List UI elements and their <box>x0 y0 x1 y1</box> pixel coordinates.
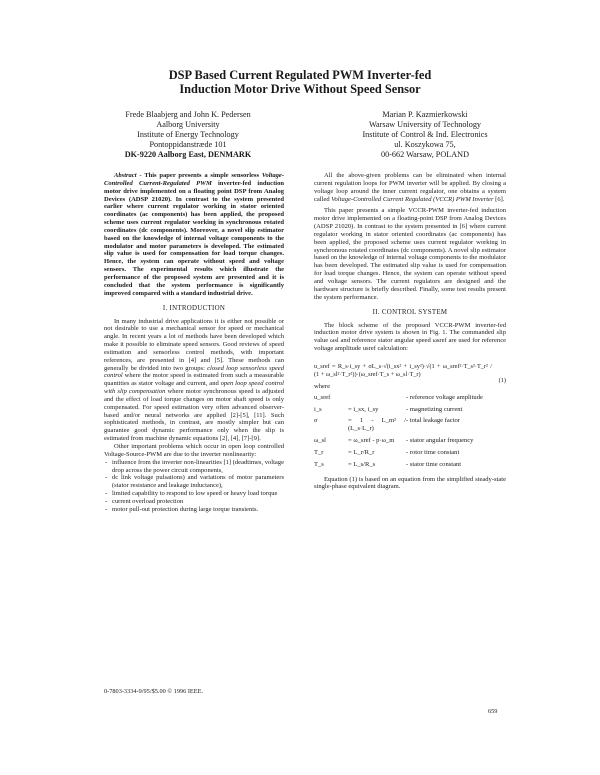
author-affiliation: Aalborg University <box>156 120 220 129</box>
author-names: Marian P. Kazmierkowski <box>382 110 468 119</box>
abstract: Abstract - This paper presents a simple sensorless Voltage-Controlled Current-Regulated PWM inverter-fed induction motor drive implemented on a floating point DSP from Analog Devices (ADSP 21020). In contrast to the system presented earlier where current regulator working in stator oriented coordinates (ac components) has been applied, the proposed scheme uses current regulator working in synchronous rotated coordinates (dc components). Moreover, a novel slip estimator based on the knowledge of internal voltage components to the modulator and motor parameters is developed. The estimated slip value is used for compensation for load torque changes. Hence, the system can operate without speed and voltage sensors. The experimental results which illustrate the performance of the proposed system are presented and it is concluded that the system performance is significantly improved compared with a standard industrial drive. <box>104 172 284 297</box>
list-item: - limited capability to respond to low speed or heavy load torque <box>112 490 284 498</box>
equation-text: u_sref = R_s·i_sy + σL_s·√(i_sx² + i_sy²)·√(1 + ω_sref²·T_s²·T_r² / (1 + ω_sl²·T_r²))·(ω_sref·T_s + ω_sl·T_r) <box>314 362 492 378</box>
abstract-label: Abstract <box>114 172 137 179</box>
symbol-equation: = ω_sref - p·ω_m <box>348 437 395 445</box>
symbol-description: - rotor time constant <box>406 448 460 456</box>
left-column <box>104 172 284 514</box>
list-item: - dc link voltage pulsations) and variations of motor parameters (stator resistance and leakage inductance), <box>112 474 284 490</box>
paper-title-line-2: Induction Motor Drive Without Speed Sensor <box>179 82 421 96</box>
problem-list <box>104 459 284 514</box>
author-city: 00-662 Warsaw, POLAND <box>380 150 470 159</box>
symbol: i_s <box>314 405 322 413</box>
table-row <box>314 416 506 436</box>
right-paragraph-1: All the above-given problems can be eliminated when internal current regulation loops for PWM inverter will be applied. By closing a voltage loop around the inner current regulator, one obtains a system called Voltage-Controlled Current Regulated (VCCR) PWM Inverter [6]. <box>314 172 506 203</box>
right-paragraph-3: The block scheme of the proposed VCCR-PWM inverter-fed induction motor drive system is shown in Fig. 1. The commanded slip value ωsl and reference stator angular speed ωsref are used for reference voltage amplitude usref calculation: <box>314 321 506 353</box>
symbol-description: - stator angular frequency <box>406 437 474 445</box>
symbol-equation: = L_s/R_s <box>348 460 376 468</box>
list-item: - motor pull-out protection during large torque transients. <box>112 506 284 514</box>
symbol-equation: = 1 - L_m² / (L_s·L_r) <box>348 417 406 433</box>
right-column <box>314 172 506 491</box>
symbol: σ <box>314 417 318 425</box>
symbol: u_sref <box>314 393 331 401</box>
table-row <box>314 436 506 448</box>
symbol-equation: = i_sx, i_sy <box>348 405 379 413</box>
symbol-equation <box>348 393 406 405</box>
symbol-description: - total leakage factor <box>406 417 460 425</box>
symbol-description: - reference voltage amplitude <box>406 393 483 401</box>
copyright-footer: 0-7803-3334-9/95/$5.00 © 1996 IEEE. <box>104 688 204 695</box>
symbol: T_s <box>314 460 324 468</box>
equation-number: (1) <box>498 376 506 384</box>
table-row <box>314 460 506 472</box>
table-row <box>314 393 506 405</box>
author-street: Pontoppidanstræde 101 <box>149 140 227 149</box>
page-number: 659 <box>488 708 498 715</box>
author-city: DK-9220 Aalborg East, DENMARK <box>124 150 252 159</box>
symbol-description: - magnetizing current <box>406 405 463 413</box>
intro-paragraph-1: In many industrial drive applications it is either not possible or not desirable to use a mechanical sensor for speed or mechanical angle. In recent years a lot of methods have been developed which make it possible to eliminate speed sensors. Good reviews of speed estimation and sensorless control methods, with important references, are presented in [4] and [5]. These methods can generally be divided into two groups: closed loop sensorless speed control where the motor speed is estimated from such a measurable quantities as stator voltage and current, and open loop speed control with slip compensation where motor synchronous speed is adjusted and the effect of load torque changes on motor shaft speed is only compensated. For speed estimation very often advanced observer-based and/or neural networks are applied [2]-[5], [11]. Such sophisticated methods, in contrast, are mostly simpler but can guarantee good dynamic performance only when the slip is estimated from machine dynamic equations [2], [4], [7]-[9]. <box>104 317 284 443</box>
right-paragraph-4: Equation (1) is based on an equation from the simplified steady-state single-phase equivalent diagram. <box>314 475 506 491</box>
author-institute: Institute of Control & Ind. Electronics <box>362 130 488 139</box>
symbol-equation: = L_r/R_r <box>348 448 375 456</box>
section-heading-introduction: I. INTRODUCTION <box>162 304 226 312</box>
symbol-definitions <box>314 393 506 472</box>
section-heading-control-system: II. CONTROL SYSTEM <box>372 308 448 316</box>
list-item: - influence from the inverter non-linearities [1] (deadtimes, voltage drop across the power circuit components, <box>112 459 284 475</box>
author-affiliation: Warsaw University of Technology <box>368 120 482 129</box>
intro-paragraph-2: Other important problems which occur in open loop controlled Voltage-Source-PWM are due to the inverter nonlinearity: <box>104 443 284 458</box>
equation-1 <box>314 362 506 384</box>
paper-title-line-1: DSP Based Current Regulated PWM Inverter-fed <box>168 68 432 82</box>
table-row <box>314 405 506 417</box>
symbol-description: - stator time constant <box>406 460 462 468</box>
author-block-right <box>330 110 520 160</box>
list-item: - current overload protection <box>112 498 284 506</box>
author-street: ul. Koszykowa 75, <box>394 140 456 149</box>
author-names: Frede Blaabjerg and John K. Pedersen <box>125 110 251 119</box>
author-institute: Institute of Energy Technology <box>137 130 239 139</box>
symbol: ω_sl <box>314 437 326 445</box>
right-paragraph-2: This paper presents a simple VCCR-PWM inverter-fed induction motor drive implemented on a floating-point DSP from Analog Devices (ADSP 21020). In contrast to the system presented in [6] where current regulator working in stator oriented coordinates (ac components) has been applied, the proposed scheme uses current regulator working in synchronous rotated coordinates (dc components). A novel slip estimator based on the knowledge of internal voltage components to the modulator has been developed. The estimated slip value is used for compensation for load torque changes. Hence, the system can operate without speed and voltage sensors. The current regulators are designed and the hardware structure is briefly described. Finally, some test results present the system performance. <box>314 207 506 301</box>
table-row <box>314 448 506 460</box>
where-label: where <box>314 382 330 390</box>
author-block-left <box>98 110 278 160</box>
symbol: T_r <box>314 448 324 456</box>
